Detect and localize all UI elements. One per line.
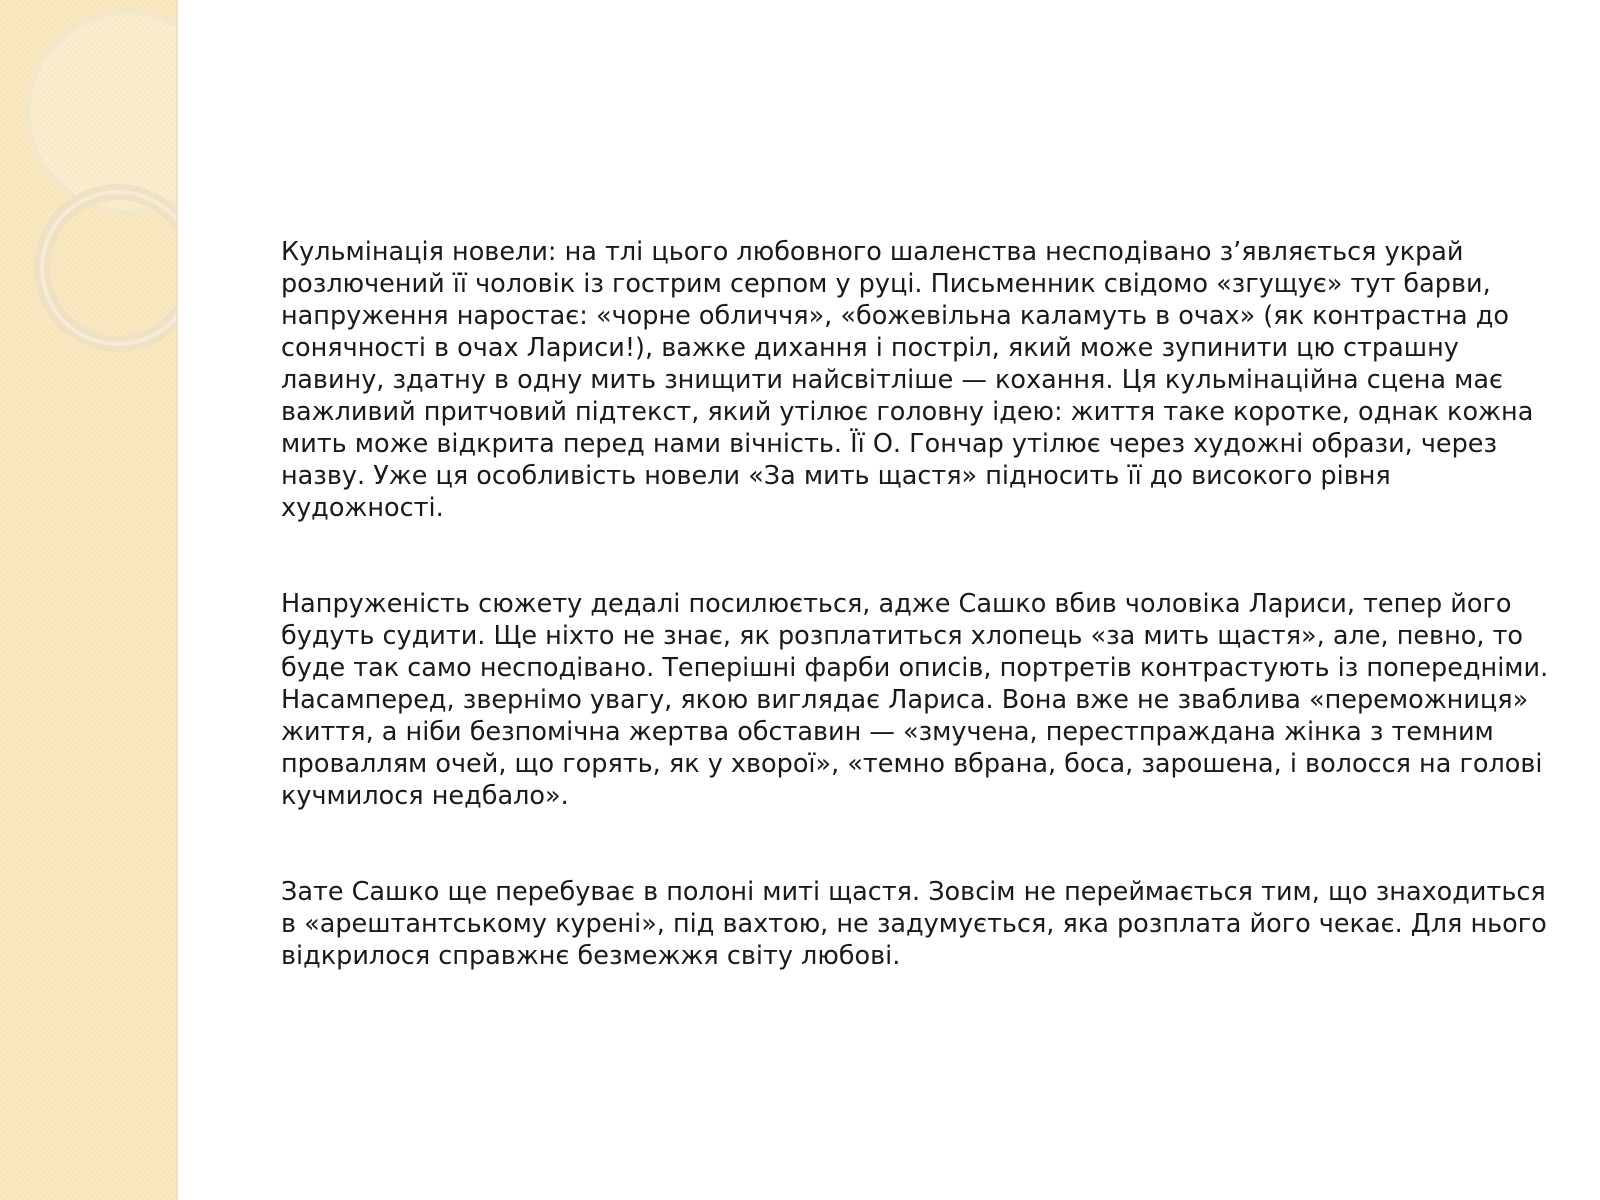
paragraph-tension: Напруженість сюжету дедалі посилюється, адже Сашко вбив чоловіка Лариси, тепер його будуть судити. Ще ніхто не знає, як розплатиться хлопець «за мить щастя», але, певно, то буде так само несподівано. Теперішні фарби описів, портретів контрастують із попередніми. Насамперед, звернімо увагу, якою виглядає Лариса. Вона вже не зваблива «переможниця» життя, а ніби безпомічна жертва обставин — «змучена, перестпраждана жінка з темним проваллям очей, що горять, як у хворої», «темно вбрана, боса, зарошена, і волосся на голові кучмилося недбало». (281, 589, 1549, 811)
side-panel-divider (176, 0, 178, 1200)
paragraph-culmination: Кульмінація новели: на тлі цього любовного шаленства несподівано з’являється украй розлючений її чоловік із гострим серпом у руці. Письменник свідомо «згущує» тут барви, напруження наростає: «чорне обличчя», «божевільна каламуть в очах» (як контрастна до сонячності в очах Лариси!), важке дихання і постріл, який може зупинити цю страшну лавину, здатну в одну мить знищити найсвітліше — кохання. Ця кульмінаційна сцена має важливий притчовий підтекст, який утілює головну ідею: життя таке коротке, однак кожна мить може відкрита перед нами вічність. Її О. Гончар утілює через художні образи, через назву. Уже ця особливість новели «За мить щастя» підносить її до високого рівня художності. (281, 237, 1534, 523)
decorative-rings-icon (0, 0, 176, 400)
upper-ring (28, 12, 176, 212)
slide-body-text (281, 236, 1551, 1036)
lower-ring-highlight (42, 192, 176, 344)
decorative-side-panel (0, 0, 176, 1200)
paragraph-sashko: Зате Сашко ще перебуває в полоні миті щастя. Зовсім не переймається тим, що знаходиться в «арештантському курені», під вахтою, не задумується, яка розплата його чекає. Для нього відкрилося справжнє безмежжя світу любові. (281, 877, 1547, 971)
